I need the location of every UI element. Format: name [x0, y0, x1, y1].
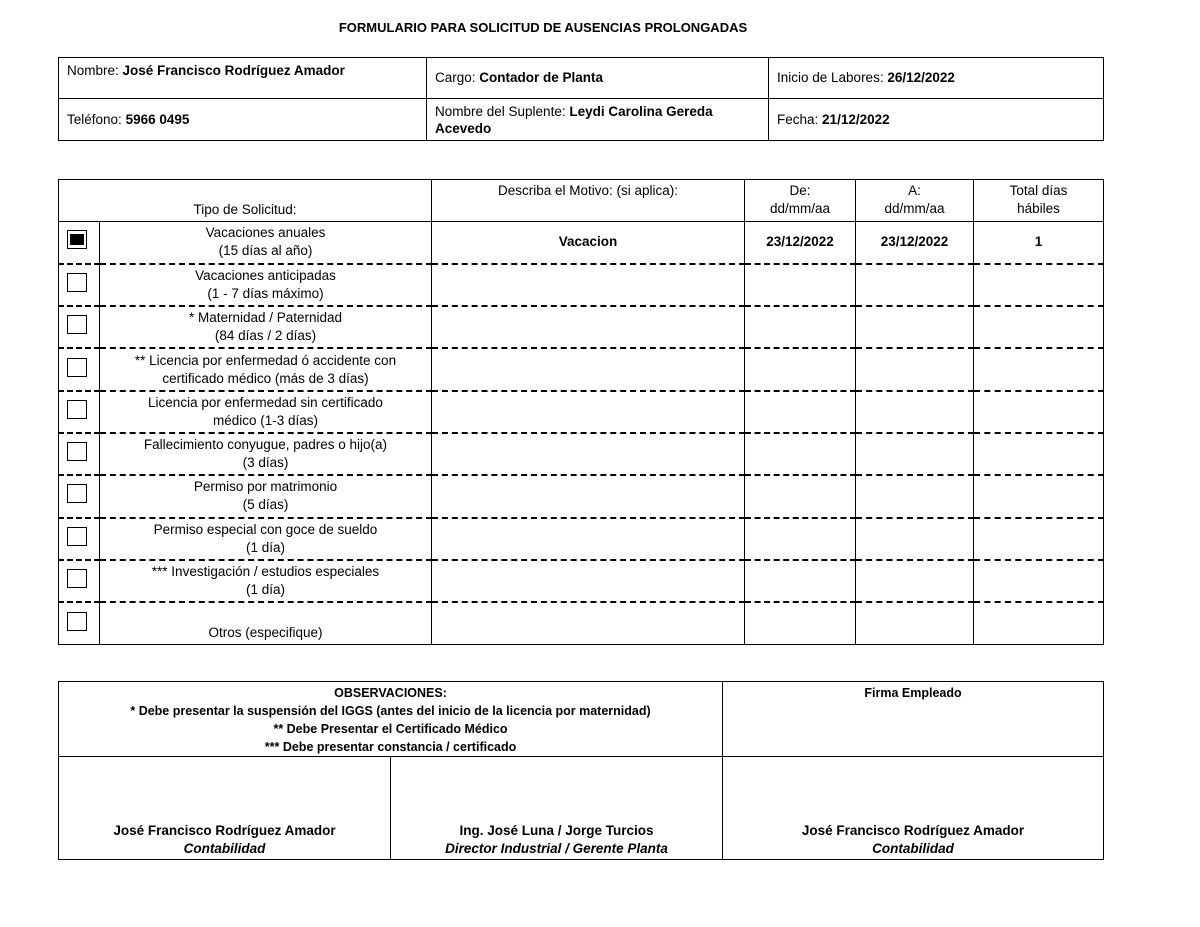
a-date-field[interactable]: [856, 602, 974, 644]
signature-block-3: [723, 757, 1104, 860]
request-checkbox[interactable]: [67, 484, 87, 503]
signature-role: Director Industrial / Gerente Planta: [445, 841, 668, 856]
inicio-cell: [769, 58, 1104, 99]
fecha-value[interactable]: 21/12/2022: [822, 111, 890, 127]
suplente-label: Nombre del Suplente:: [435, 103, 566, 119]
a-date-field[interactable]: [856, 560, 974, 602]
col-total-line2: hábiles: [1017, 201, 1060, 216]
col-motivo: Describa el Motivo: (si aplica):: [432, 180, 745, 222]
request-row: [59, 306, 1104, 348]
a-date-field[interactable]: [856, 264, 974, 306]
request-type: [100, 222, 432, 264]
request-type: [100, 348, 432, 390]
signature-role: Contabilidad: [183, 841, 266, 856]
request-type: [100, 475, 432, 517]
signature-block-1: [59, 757, 391, 860]
cargo-value[interactable]: Contador de Planta: [479, 70, 604, 85]
checkbox-cell: [59, 348, 100, 390]
de-date-field[interactable]: [745, 391, 856, 433]
request-type-line2: (3 días): [242, 455, 289, 471]
request-checkbox[interactable]: [67, 273, 87, 292]
observations-box: [59, 682, 723, 757]
request-row: [59, 602, 1104, 644]
total-days-field[interactable]: 1: [974, 222, 1104, 264]
a-date-field[interactable]: 23/12/2022: [856, 222, 974, 264]
telefono-value[interactable]: 5966 0495: [125, 111, 190, 127]
signature-role: Contabilidad: [872, 841, 954, 856]
col-a: [856, 180, 974, 222]
total-days-field[interactable]: [974, 264, 1104, 306]
de-date-field[interactable]: [745, 560, 856, 602]
request-checkbox[interactable]: [67, 315, 87, 334]
request-type: [100, 433, 432, 475]
nombre-label: Nombre:: [67, 63, 119, 78]
col-total: [974, 180, 1104, 222]
motivo-field[interactable]: [432, 306, 745, 348]
request-type-line1: *** Investigación / estudios especiales: [151, 564, 380, 580]
form-title: FORMULARIO PARA SOLICITUD DE AUSENCIAS PROLONGADAS: [338, 20, 748, 35]
request-row: [59, 348, 1104, 390]
request-type-line2: Otros (especifique): [208, 624, 323, 640]
observations-table: [58, 681, 1104, 860]
request-row: [59, 475, 1104, 517]
checkbox-cell: [59, 560, 100, 602]
request-type-line2: (1 - 7 días máximo): [207, 285, 324, 301]
nombre-cell: [59, 58, 427, 99]
cargo-label: Cargo:: [435, 70, 476, 85]
observation-3: *** Debe presentar constancia / certificado: [264, 740, 517, 754]
request-checkbox[interactable]: [67, 569, 87, 588]
employee-info-table: [58, 57, 1104, 141]
inicio-label: Inicio de Labores:: [777, 70, 884, 85]
request-type: [100, 518, 432, 560]
observation-1: * Debe presentar la suspensión del IGGS (antes del inicio de la licencia por maternidad): [130, 704, 651, 718]
de-date-field[interactable]: [745, 518, 856, 560]
col-a-label: A:: [908, 183, 921, 198]
a-date-field[interactable]: [856, 518, 974, 560]
motivo-field[interactable]: [432, 391, 745, 433]
col-tipo: Tipo de Solicitud:: [59, 180, 432, 222]
total-days-field[interactable]: [974, 433, 1104, 475]
checkbox-cell: [59, 264, 100, 306]
col-a-format: dd/mm/aa: [884, 201, 945, 216]
total-days-field[interactable]: [974, 518, 1104, 560]
checkbox-cell: [59, 391, 100, 433]
suplente-value[interactable]: Leydi Carolina Gereda Acevedo: [435, 103, 713, 136]
telefono-label: Teléfono:: [67, 111, 122, 127]
request-type: [100, 602, 432, 644]
checkbox-cell: [59, 602, 100, 644]
request-checkbox[interactable]: [67, 358, 87, 377]
request-type-line1: Vacaciones anuales: [205, 225, 326, 241]
de-date-field[interactable]: 23/12/2022: [745, 222, 856, 264]
request-table: [58, 179, 1104, 645]
request-type: [100, 306, 432, 348]
checkbox-cell: [59, 475, 100, 517]
request-type-line1: [100, 606, 431, 624]
col-de-format: dd/mm/aa: [769, 201, 831, 216]
request-row: [59, 433, 1104, 475]
a-date-field[interactable]: [856, 433, 974, 475]
fecha-label: Fecha:: [777, 111, 819, 127]
a-date-field[interactable]: [856, 306, 974, 348]
de-date-field[interactable]: [745, 602, 856, 644]
de-date-field[interactable]: [745, 475, 856, 517]
motivo-field[interactable]: [432, 264, 745, 306]
signature-name: Ing. José Luna / Jorge Turcios: [459, 823, 654, 838]
total-days-field[interactable]: [974, 306, 1104, 348]
request-type-line2: (1 día): [245, 582, 286, 598]
observation-2: ** Debe Presentar el Certificado Médico: [273, 722, 508, 736]
checkbox-cell: [59, 306, 100, 348]
checkbox-cell: [59, 222, 100, 264]
cargo-cell: [427, 58, 769, 99]
request-checkbox[interactable]: [67, 400, 87, 419]
total-days-field[interactable]: [974, 602, 1104, 644]
request-type-line1: Permiso especial con goce de sueldo: [153, 521, 378, 537]
signature-block-2: [391, 757, 723, 860]
request-type-line1: Licencia por enfermedad sin certificado: [148, 394, 383, 410]
request-type-line2: (5 días): [242, 497, 289, 513]
firma-empleado-box[interactable]: [723, 682, 1104, 757]
request-type: [100, 391, 432, 433]
request-type-line2: (15 días al año): [218, 243, 313, 259]
checkbox-cell: [59, 518, 100, 560]
request-type-line2: médico (1-3 días): [212, 412, 319, 428]
request-type-line2: (84 días / 2 días): [214, 328, 317, 344]
fecha-cell: [769, 99, 1104, 141]
motivo-field[interactable]: [432, 560, 745, 602]
request-checkbox[interactable]: [67, 230, 87, 249]
a-date-field[interactable]: [856, 475, 974, 517]
signature-name: José Francisco Rodríguez Amador: [801, 823, 1025, 838]
request-checkbox[interactable]: [67, 527, 87, 546]
motivo-field[interactable]: Vacacion: [432, 222, 745, 264]
motivo-field[interactable]: [432, 348, 745, 390]
de-date-field[interactable]: [745, 264, 856, 306]
request-row: [59, 264, 1104, 306]
col-de: [745, 180, 856, 222]
request-type: [100, 264, 432, 306]
suplente-cell: [427, 99, 769, 141]
de-date-field[interactable]: [745, 348, 856, 390]
request-type-line2: certificado médico (más de 3 días): [162, 370, 369, 386]
request-type-line1: ** Licencia por enfermedad ó accidente con: [134, 352, 397, 368]
a-date-field[interactable]: [856, 391, 974, 433]
de-date-field[interactable]: [745, 433, 856, 475]
nombre-value[interactable]: José Francisco Rodríguez Amador: [122, 63, 345, 78]
request-type-line2: (1 día): [245, 539, 286, 555]
request-row: [59, 391, 1104, 433]
motivo-field[interactable]: [432, 475, 745, 517]
request-type-line1: * Maternidad / Paternidad: [188, 310, 343, 326]
request-type: [100, 560, 432, 602]
motivo-field[interactable]: [432, 518, 745, 560]
observations-title: OBSERVACIONES:: [334, 686, 447, 700]
motivo-field[interactable]: [432, 602, 745, 644]
total-days-field[interactable]: [974, 391, 1104, 433]
telefono-cell: [59, 99, 427, 141]
request-checkbox[interactable]: [67, 612, 87, 631]
a-date-field[interactable]: [856, 348, 974, 390]
request-type-line1: Permiso por matrimonio: [193, 479, 338, 495]
col-de-label: De:: [789, 183, 811, 198]
total-days-field[interactable]: [974, 560, 1104, 602]
col-total-line1: Total días: [1009, 183, 1068, 198]
request-type-line1: Vacaciones anticipadas: [195, 267, 336, 283]
checkbox-cell: [59, 433, 100, 475]
request-row: [59, 560, 1104, 602]
request-type-line1: Fallecimiento conyugue, padres o hijo(a): [143, 437, 388, 453]
inicio-value[interactable]: 26/12/2022: [887, 70, 955, 85]
request-checkbox[interactable]: [67, 442, 87, 461]
de-date-field[interactable]: [745, 306, 856, 348]
signature-name: José Francisco Rodríguez Amador: [113, 823, 336, 838]
firma-empleado-label: Firma Empleado: [864, 686, 962, 700]
motivo-field[interactable]: [432, 433, 745, 475]
request-row: [59, 518, 1104, 560]
total-days-field[interactable]: [974, 475, 1104, 517]
total-days-field[interactable]: [974, 348, 1104, 390]
request-row: [59, 222, 1104, 264]
